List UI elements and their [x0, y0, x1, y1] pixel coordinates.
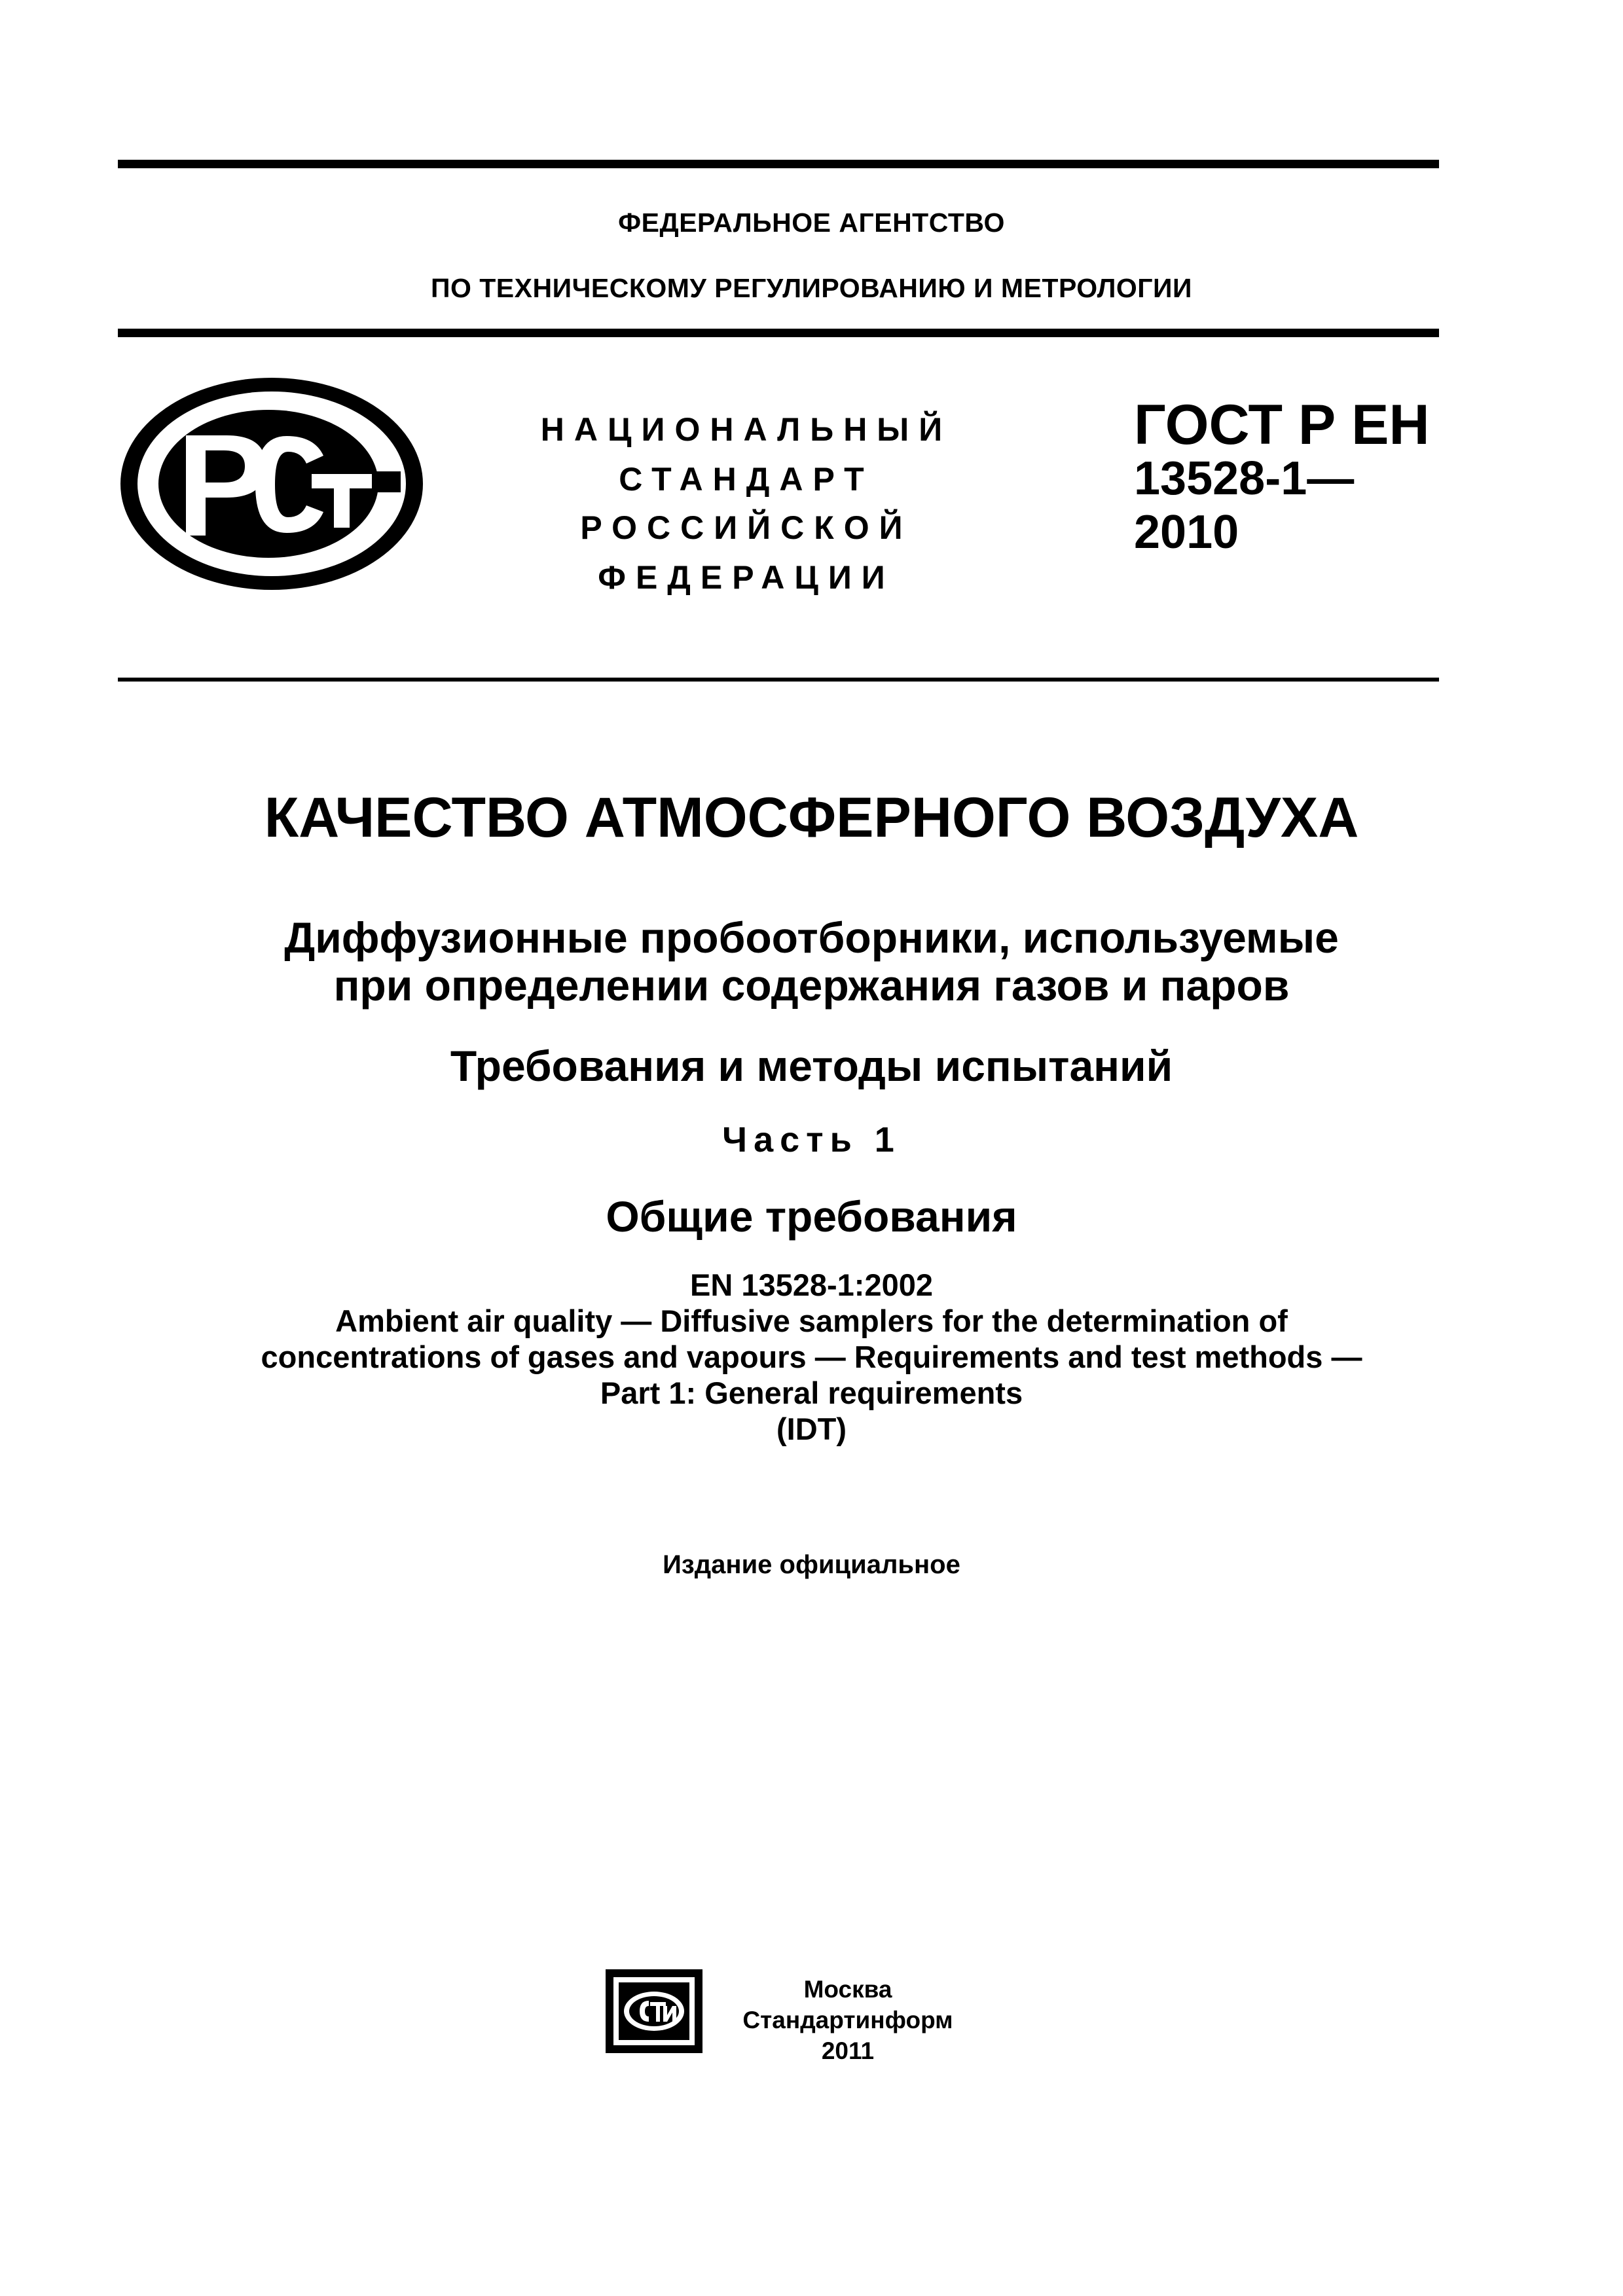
standard-designation-line-2: 13528-1—: [1134, 452, 1355, 505]
gost-r-logo: [115, 373, 428, 594]
part-number: Часть 1: [722, 1120, 901, 1159]
publisher-name: Стандартинформ: [742, 2007, 953, 2033]
document-subtitle-line-1: Диффузионные пробоотборники, используемые: [284, 913, 1339, 962]
official-edition-label: Издание официальное: [663, 1550, 960, 1579]
header-bottom-rule: [118, 329, 1439, 337]
part-title: Общие требования: [606, 1192, 1017, 1241]
national-standard-line: НАЦИОНАЛЬНЫЙ: [540, 411, 953, 448]
national-standard-line: ФЕДЕРАЦИИ: [598, 559, 895, 596]
standard-designation-line-3: 2010: [1134, 506, 1239, 558]
standartinform-logo: [606, 1969, 702, 2053]
rst-emblem-icon: [115, 373, 428, 594]
agency-line-2: ПО ТЕХНИЧЕСКОМУ РЕГУЛИРОВАНИЮ И МЕТРОЛОГИИ: [431, 273, 1192, 303]
sti-emblem-icon: [606, 1969, 702, 2053]
document-subtitle-line-2: при определении содержания газов и паров: [333, 961, 1290, 1010]
national-standard-line: РОССИЙСКОЙ: [580, 509, 913, 546]
document-title: КАЧЕСТВО АТМОСФЕРНОГО ВОЗДУХА: [264, 786, 1359, 849]
en-title-line: Part 1: General requirements: [600, 1376, 1023, 1410]
publication-year: 2011: [821, 2037, 875, 2064]
en-equivalence-mark: (IDT): [776, 1412, 847, 1446]
en-standard-number: EN 13528-1:2002: [689, 1267, 934, 1302]
standard-designation-line-1: ГОСТ Р ЕН: [1134, 393, 1430, 456]
top-rule: [118, 160, 1439, 168]
agency-line-1: ФЕДЕРАЛЬНОЕ АГЕНТСТВО: [618, 208, 1005, 238]
en-title-line: concentrations of gases and vapours — Requirements and test methods —: [261, 1339, 1362, 1374]
publisher-city: Москва: [803, 1976, 892, 2003]
requirements-heading: Требования и методы испытаний: [450, 1042, 1173, 1090]
national-standard-line: СТАНДАРТ: [619, 461, 874, 498]
en-title-line: Ambient air quality — Diffusive samplers for the determination of: [335, 1303, 1288, 1338]
block-bottom-rule: [118, 678, 1439, 682]
